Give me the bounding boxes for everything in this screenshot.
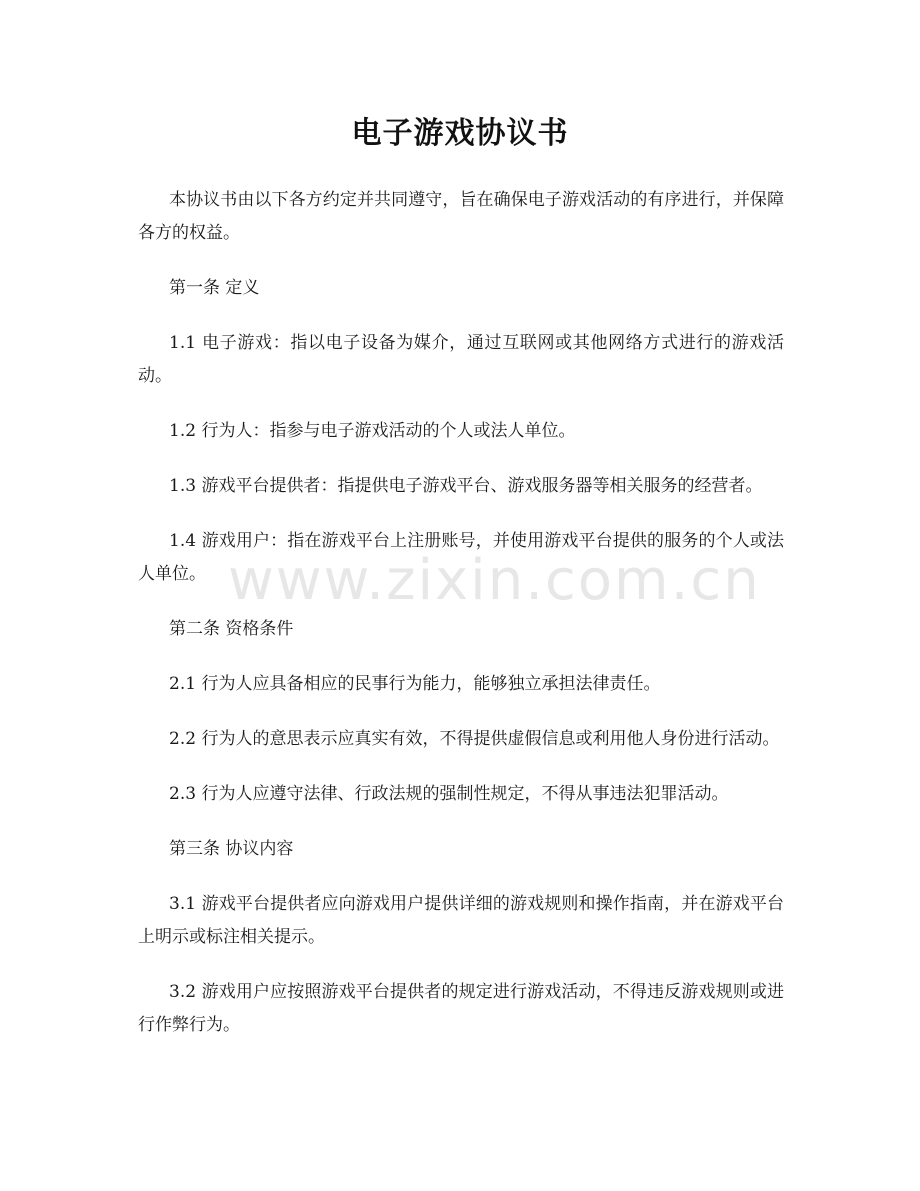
article-2-heading: 第二条 资格条件 xyxy=(169,619,294,639)
clause-2-2: 2.2 行为人的意思表示应真实有效，不得提供虚假信息或利用他人身份进行活动。 xyxy=(169,729,780,749)
article-3-heading: 第三条 协议内容 xyxy=(169,839,294,859)
article-1-heading: 第一条 定义 xyxy=(169,278,260,298)
clause-1-1: 1.1 电子游戏：指以电子设备为媒介，通过互联网或其他网络方式进行的游戏活动。 xyxy=(138,333,784,386)
document-body xyxy=(138,184,784,1064)
clause-1-3: 1.3 游戏平台提供者：指提供电子游戏平台、游戏服务器等相关服务的经营者。 xyxy=(169,476,763,496)
intro-paragraph: 本协议书由以下各方约定并共同遵守，旨在确保电子游戏活动的有序进行，并保障各方的权益。 xyxy=(138,190,784,243)
clause-2-1: 2.1 行为人应具备相应的民事行为能力，能够独立承担法律责任。 xyxy=(169,674,661,694)
document-title: 电子游戏协议书 xyxy=(351,116,569,151)
clause-3-2: 3.2 游戏用户应按照游戏平台提供者的规定进行游戏活动，不得违反游戏规则或进行作弊行为。 xyxy=(138,982,784,1035)
clause-1-2: 1.2 行为人：指参与电子游戏活动的个人或法人单位。 xyxy=(169,421,576,441)
clause-2-3: 2.3 行为人应遵守法律、行政法规的强制性规定，不得从事违法犯罪活动。 xyxy=(169,784,729,804)
watermark: www.zixin.com.cn xyxy=(228,548,761,613)
clause-1-4: 1.4 游戏用户：指在游戏平台上注册账号，并使用游戏平台提供的服务的个人或法人单位。 xyxy=(138,531,784,584)
clause-3-1: 3.1 游戏平台提供者应向游戏用户提供详细的游戏规则和操作指南，并在游戏平台上明示或标注相关提示。 xyxy=(138,894,784,947)
